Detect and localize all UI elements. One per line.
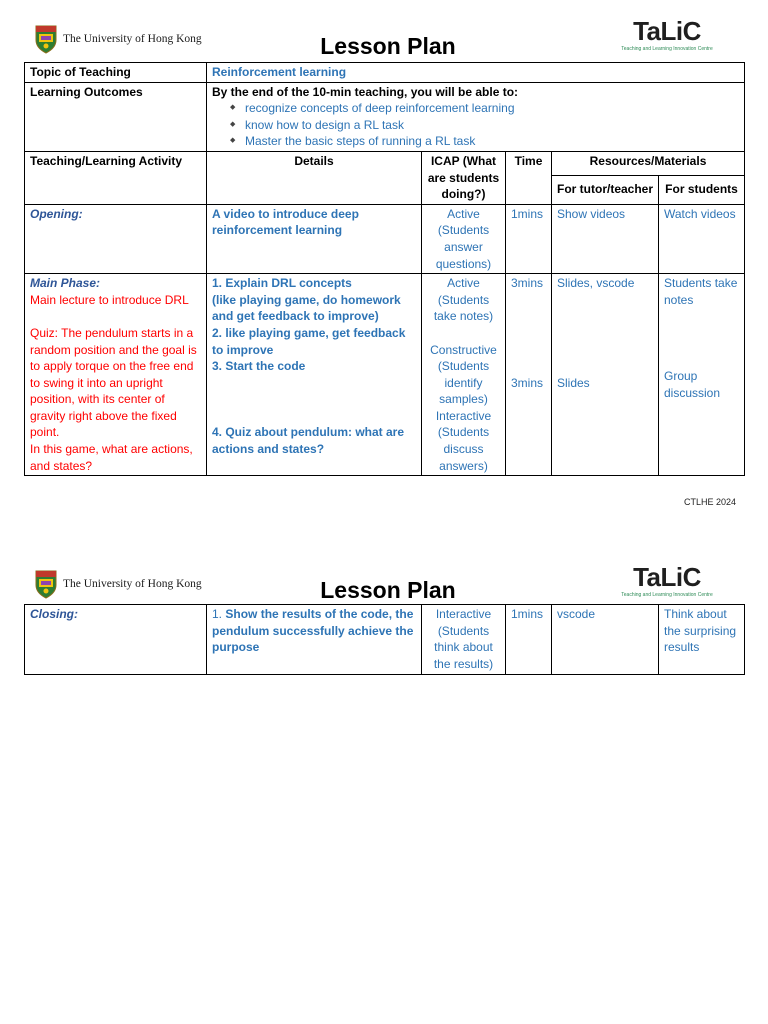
lesson-plan-table-continued <box>24 604 745 675</box>
icap-constructive: Constructive (Students identify samples) <box>430 342 497 407</box>
main-phase-label: Main Phase: <box>30 276 101 291</box>
outcomes-cell <box>207 82 745 151</box>
main-phase-icap <box>422 274 506 476</box>
icap-active: Active (Students take notes) <box>433 276 494 324</box>
main-activity-lecture: Main lecture to introduce DRL <box>30 292 189 307</box>
opening-icap: Active (Students answer questions) <box>422 204 506 273</box>
outcome-item: ◆ know how to design a RL task <box>245 117 739 134</box>
main-time-2: 3mins <box>511 375 544 390</box>
closing-row <box>25 605 745 675</box>
topic-row <box>25 63 745 83</box>
opening-time: 1mins <box>506 204 552 273</box>
detail-step-3: 3. Start the code <box>212 359 306 374</box>
page-title: Lesson Plan <box>320 33 456 59</box>
col-resources: Resources/Materials <box>552 151 745 175</box>
closing-phase: Closing: <box>25 605 207 675</box>
col-details: Details <box>207 151 422 204</box>
main-activity-question: In this game, what are actions, and states? <box>30 442 193 473</box>
icap-interactive: Interactive (Students discuss answers) <box>435 408 492 473</box>
detail-step-2: 2. like playing game, get feedback to improve <box>212 325 406 357</box>
outcomes-intro: By the end of the 10-min teaching, you will be able to: <box>212 84 519 99</box>
page-title: Lesson Plan <box>320 577 456 603</box>
closing-step-text: Show the results of the code, the pendulum successfully achieve the purpose <box>212 607 414 655</box>
closing-step-number: 1. <box>212 607 223 621</box>
lesson-plan-page-2 <box>0 562 768 671</box>
opening-phase: Opening: <box>25 204 207 273</box>
closing-details <box>207 605 422 675</box>
talic-logo <box>617 18 717 52</box>
main-time-1: 3mins <box>511 276 544 291</box>
topic-label: Topic of Teaching <box>25 63 207 83</box>
closing-icap: Interactive (Students think about the results) <box>422 605 506 675</box>
main-phase-row <box>25 274 745 476</box>
opening-details: A video to introduce deep reinforcement learning <box>207 204 422 273</box>
footer-label: CTLHE 2024 <box>683 497 736 507</box>
outcomes-row <box>25 82 745 151</box>
col-time: Time <box>506 151 552 204</box>
main-phase-activity <box>25 274 207 476</box>
university-name: The University of Hong Kong <box>63 33 202 45</box>
topic-value: Reinforcement learning <box>207 63 745 83</box>
main-student-resource-2: Group discussion <box>664 369 721 400</box>
university-name: The University of Hong Kong <box>63 578 202 590</box>
opening-student-resource: Watch videos <box>659 204 745 273</box>
talic-logo <box>617 564 717 598</box>
talic-wordmark: TaLiC <box>633 16 701 46</box>
opening-row <box>25 204 745 273</box>
main-teacher-resource-2: Slides <box>557 375 590 390</box>
detail-step-4: 4. Quiz about pendulum: what are actions and states? <box>212 425 405 457</box>
main-phase-time <box>506 274 552 476</box>
talic-subtitle: Teaching and Learning Innovation Centre <box>621 46 713 52</box>
opening-teacher-resource: Show videos <box>552 204 659 273</box>
main-activity-quiz: Quiz: The pendulum starts in a random position and the goal is to apply torque on the free end to swing it into an upright position, with its center of gravity right above the fixed point. <box>30 325 197 440</box>
closing-student-resource: Think about the surprising results <box>659 605 745 675</box>
main-phase-teacher-resources <box>552 274 659 476</box>
col-for-teacher: For tutor/teacher <box>552 175 659 204</box>
main-phase-student-resources <box>659 274 745 476</box>
outcome-item: ◆ Master the basic steps of running a RL task <box>245 133 739 150</box>
detail-step-1-note: (like playing game, do homework and get feedback to improve) <box>212 292 401 324</box>
col-for-students: For students <box>659 175 745 204</box>
talic-wordmark: TaLiC <box>633 562 701 592</box>
outcomes-list <box>212 100 739 150</box>
main-phase-details <box>207 274 422 476</box>
col-activity: Teaching/Learning Activity <box>25 151 207 204</box>
column-header-row <box>25 151 745 175</box>
page-header <box>0 0 768 62</box>
outcome-item: ◆ recognize concepts of deep reinforcement learning <box>245 100 739 117</box>
lesson-plan-page-1 <box>0 0 768 507</box>
closing-time: 1mins <box>506 605 552 675</box>
talic-subtitle: Teaching and Learning Innovation Centre <box>621 592 713 598</box>
detail-step-1: 1. Explain DRL concepts <box>212 276 352 291</box>
main-teacher-resource-1: Slides, vscode <box>557 276 635 291</box>
main-student-resource-1: Students take notes <box>664 276 738 307</box>
col-icap: ICAP (What are students doing?) <box>422 151 506 204</box>
closing-teacher-resource: vscode <box>552 605 659 675</box>
outcomes-label: Learning Outcomes <box>25 82 207 151</box>
lesson-plan-table <box>24 62 745 476</box>
